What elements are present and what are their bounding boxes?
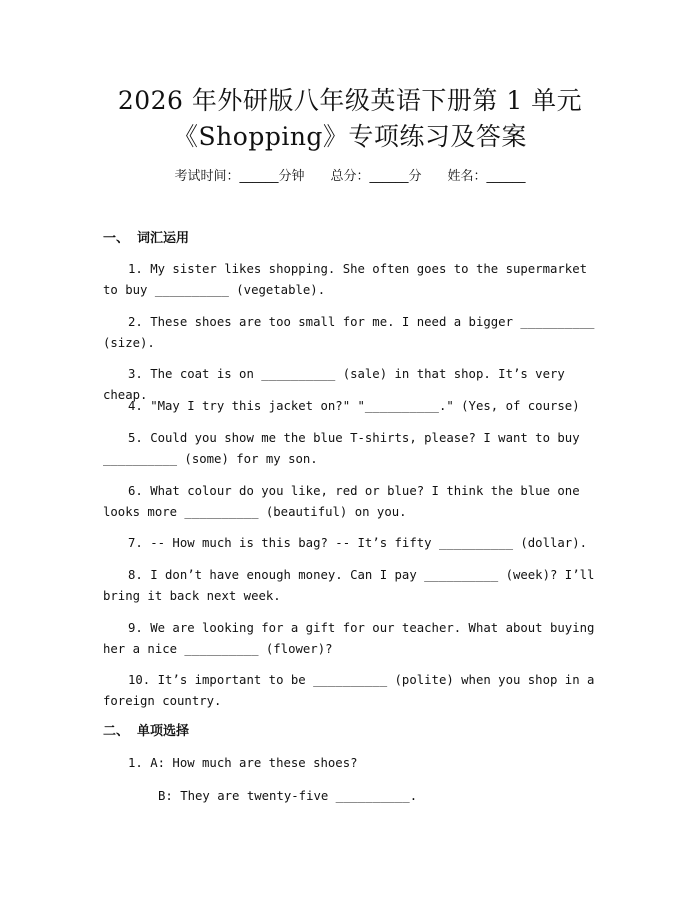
vocab-question-1: 1. My sister likes shopping. She often goes to the supermarket to buy __________ (vegetable).	[103, 262, 588, 297]
section-title: 词汇运用	[137, 231, 190, 246]
section-number: 一、	[103, 231, 130, 246]
mc-question-1-response: B: They are twenty-five __________.	[158, 789, 418, 803]
section-heading-vocabulary	[103, 230, 189, 248]
vocab-question-8: 8. I don’t have enough money. Can I pay __________ (week)? I’ll bring it back next week.	[103, 568, 595, 603]
vocab-question-6: 6. What colour do you like, red or blue? I think the blue one looks more __________ (beautiful) on you.	[103, 484, 580, 519]
document-title-line-1: 2026 年外研版八年级英语下册第 1 单元	[117, 86, 583, 115]
section-number: 二、	[103, 724, 130, 739]
vocab-question-2: 2. These shoes are too small for me. I need a bigger __________ (size).	[103, 315, 595, 350]
student-name-field: 姓名：______	[447, 169, 526, 184]
document-title-line-2: 《Shopping》专项练习及答案	[173, 122, 527, 151]
vocab-question-4: 4. "May I try this jacket on?" "__________." (Yes, of course)	[128, 399, 580, 413]
exam-meta-row	[0, 168, 700, 186]
vocab-question-7: 7. -- How much is this bag? -- It’s fifty __________ (dollar).	[128, 536, 588, 550]
vocab-question-3: 3. The coat is on __________ (sale) in that shop. It’s very cheap.	[103, 367, 565, 402]
exam-time-field: 考试时间：______分钟	[174, 169, 305, 184]
section-title: 单项选择	[137, 724, 190, 739]
total-score-field: 总分：______分	[330, 169, 422, 184]
vocab-question-5: 5. Could you show me the blue T-shirts, please? I want to buy __________ (some) for my son.	[103, 431, 580, 466]
mc-question-1: 1. A: How much are these shoes?	[128, 756, 358, 770]
section-heading-multiple-choice	[103, 723, 189, 741]
vocab-question-9: 9. We are looking for a gift for our teacher. What about buying her a nice __________ (flower)?	[103, 621, 595, 656]
vocab-question-10: 10. It’s important to be __________ (polite) when you shop in a foreign country.	[103, 673, 595, 708]
